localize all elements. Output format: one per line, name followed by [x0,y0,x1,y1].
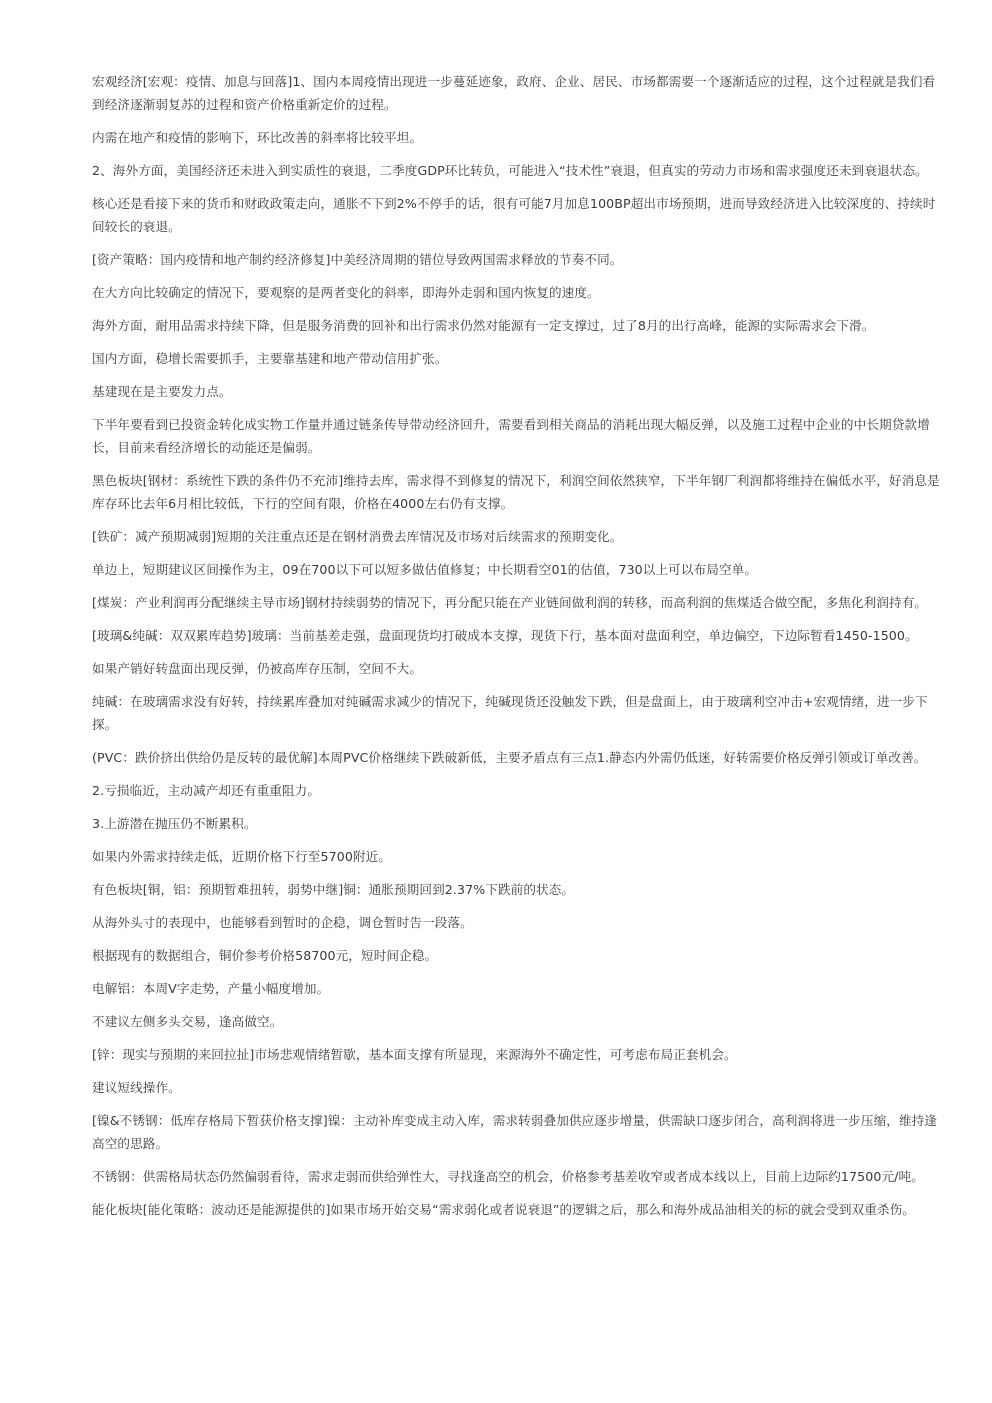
paragraph: 3.上游潜在抛压仍不断累积。 [92,816,257,831]
paragraph: 能化板块[能化策略：波动还是能源提供的]如果市场开始交易“需求弱化或者说衰退”的逻辑之后，那么和海外成品油相关的标的就会受到双重杀伤。 [92,1202,915,1217]
paragraph: 在大方向比较确定的情况下，要观察的是两者变化的斜率，即海外走弱和国内恢复的速度。 [92,285,600,300]
paragraph: 2、海外方面，美国经济还未进入到实质性的衰退，二季度GDP环比转负，可能进入“技术性”衰退，但真实的劳动力市场和需求强度还未到衰退状态。 [92,163,928,178]
paragraph: 不建议左侧多头交易，逢高做空。 [92,1014,283,1029]
paragraph: 海外方面，耐用品需求持续下降，但是服务消费的回补和出行需求仍然对能源有一定支撑过，过了8月的出行高峰，能源的实际需求会下滑。 [92,318,875,333]
paragraph: 下半年要看到已投资金转化成实物工作量并通过链条传导带动经济回升，需要看到相关商品的消耗出现大幅反弹，以及施工过程中企业的中长期贷款增长，目前来看经济增长的动能还是偏弱。 [92,417,930,455]
paragraph: 内需在地产和疫情的影响下，环比改善的斜率将比较平坦。 [92,130,423,145]
paragraph: 宏观经济[宏观：疫情、加息与回落]1、国内本周疫情出现进一步蔓延迹象，政府、企业、居民、市场都需要一个逐渐适应的过程，这个过程就是我们看到经济逐渐弱复苏的过程和资产价格重新定价的过程。 [92,74,936,112]
paragraph: 根据现有的数据组合，铜价参考价格58700元，短时间企稳。 [92,948,438,963]
paragraph: 单边上，短期建议区间操作为主，09在700以下可以短多做估值修复；中长期看空01的估值，730以上可以布局空单。 [92,562,758,577]
paragraph: 核心还是看接下来的货币和财政政策走向，通胀不下到2%不停手的话，很有可能7月加息100BP超出市场预期，进而导致经济进入比较深度的、持续时间较长的衰退。 [92,196,936,234]
paragraph: [铁矿：减产预期减弱]短期的关注重点还是在钢材消费去库情况及市场对后续需求的预期变化。 [92,529,623,544]
paragraph: 基建现在是主要发力点。 [92,384,232,399]
paragraph: 如果产销好转盘面出现反弹，仍被高库存压制，空间不大。 [92,661,423,676]
paragraph: [煤炭：产业利润再分配继续主导市场]钢材持续弱势的情况下，再分配只能在产业链间做利润的转移，而高利润的焦煤适合做空配，多焦化利润持有。 [92,595,928,610]
paragraph: [镍&不锈钢：低库存格局下暂获价格支撑]镍：主动补库变成主动入库，需求转弱叠加供应逐步增量，供需缺口逐步闭合，高利润将进一步压缩，维持逢高空的思路。 [92,1113,938,1151]
document-body [92,70,942,1231]
paragraph: 2.亏损临近，主动减产却还有重重阻力。 [92,783,321,798]
paragraph: [锌：现实与预期的来回拉扯]市场悲观情绪暂歇，基本面支撑有所显现，来源海外不确定性，可考虑布局正套机会。 [92,1047,737,1062]
paragraph: 电解铝：本周V字走势，产量小幅度增加。 [92,981,330,996]
paragraph: 如果内外需求持续走低，近期价格下行至5700附近。 [92,849,392,864]
paragraph: 纯碱：在玻璃需求没有好转，持续累库叠加对纯碱需求减少的情况下，纯碱现货还没触发下跌，但是盘面上，由于玻璃利空冲击+宏观情绪，进一步下探。 [92,694,928,732]
paragraph: 不锈钢：供需格局状态仍然偏弱看待，需求走弱而供给弹性大，寻找逢高空的机会，价格参考基差收窄或者成本线以上，目前上边际约17500元/吨。 [92,1169,924,1184]
paragraph: [资产策略：国内疫情和地产制约经济修复]中美经济周期的错位导致两国需求释放的节奏不同。 [92,252,623,267]
paragraph: 国内方面，稳增长需要抓手，主要靠基建和地产带动信用扩张。 [92,351,448,366]
paragraph: 有色板块[铜，铝：预期暂难扭转，弱势中继]铜：通胀预期回到2.37%下跌前的状态。 [92,882,575,897]
paragraph: [玻璃&纯碱：双双累库趋势]玻璃：当前基差走强，盘面现货均打破成本支撑，现货下行，基本面对盘面利空，单边偏空，下边际暂看1450-1500。 [92,628,918,643]
paragraph: (PVC：跌价挤出供给仍是反转的最优解]本周PVC价格继续下跌破新低，主要矛盾点有三点1.静态内外需仍低迷，好转需要价格反弹引领或订单改善。 [92,750,927,765]
paragraph: 建议短线操作。 [92,1080,181,1095]
paragraph: 黑色板块[钢材：系统性下跌的条件仍不充沛]维持去库，需求得不到修复的情况下，利润空间依然狭窄，下半年钢厂利润都将维持在偏低水平，好消息是库存环比去年6月相比较低，下行的空间有限，价格在4000左右仍有支撑。 [92,473,940,511]
paragraph: 从海外头寸的表现中，也能够看到暂时的企稳，调仓暂时告一段落。 [92,915,473,930]
